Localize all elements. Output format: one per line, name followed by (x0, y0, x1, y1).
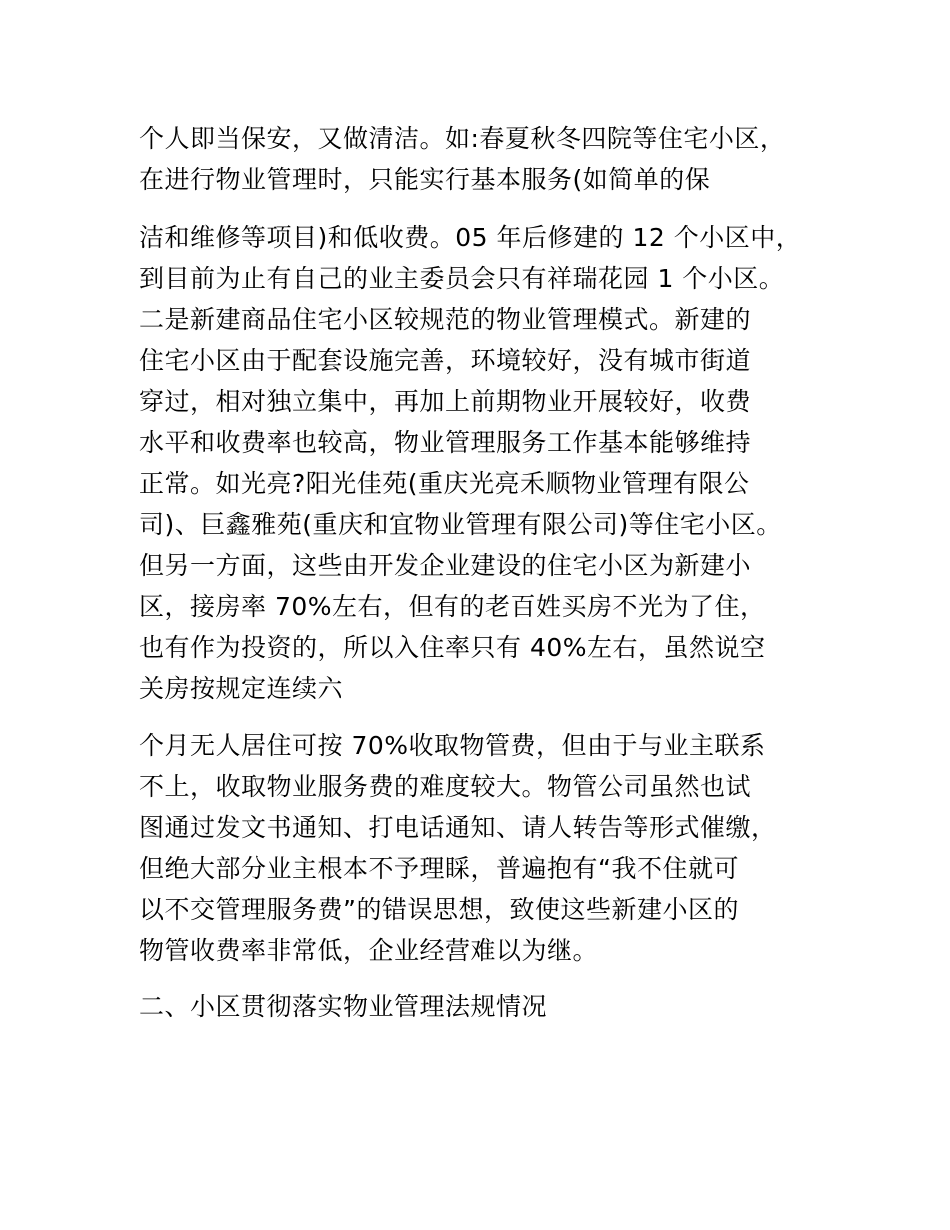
paragraph-1 (139, 118, 839, 200)
text-line: 也有作为投资的，所以入住率只有 40%左右，虽然说空 (139, 633, 766, 662)
text-line: 物管收费率非常低，企业经营难以为继。 (139, 936, 599, 965)
text-line: 个月无人居住可按 70%收取物管费，但由于与业主联系 (139, 731, 766, 760)
heading-line: 二、小区贯彻落实物业管理法规情况 (139, 992, 548, 1021)
text-line: 正常。如光亮?阳光佳苑(重庆光亮禾顺物业管理有限公 (139, 469, 750, 498)
section-heading (139, 986, 839, 1027)
text-line: 区，接房率 70%左右，但有的老百姓买房不光为了住， (139, 592, 766, 621)
text-line: 二是新建商品住宅小区较规范的物业管理模式。新建的 (139, 305, 752, 334)
text-line: 图通过发文书通知、打电话通知、请人转告等形式催缴， (139, 813, 777, 842)
paragraph-3 (139, 725, 839, 971)
text-line: 到目前为止有自己的业主委员会只有祥瑞花园 1 个小区。 (139, 264, 785, 293)
text-line: 在进行物业管理时，只能实行基本服务(如简单的保 (139, 165, 711, 194)
text-line: 但绝大部分业主根本不予理睬，普遍抱有“我不住就可 (139, 854, 739, 883)
text-line: 住宅小区由于配套设施完善，环境较好，没有城市街道 (139, 346, 752, 375)
text-line: 洁和维修等项目)和低收费。05 年后修建的 12 个小区中， (139, 223, 802, 252)
paragraph-2 (139, 217, 839, 709)
text-line: 不上，收取物业服务费的难度较大。物管公司虽然也试 (139, 772, 752, 801)
text-line: 个人即当保安，又做清洁。如:春夏秋冬四院等住宅小区， (139, 124, 786, 153)
text-line: 但另一方面，这些由开发企业建设的住宅小区为新建小 (139, 551, 752, 580)
text-line: 以不交管理服务费”的错误思想，致使这些新建小区的 (139, 895, 739, 924)
text-line: 司)、巨鑫雅苑(重庆和宜物业管理有限公司)等住宅小区。 (139, 510, 782, 539)
text-line: 水平和收费率也较高，物业管理服务工作基本能够维持 (139, 428, 752, 457)
text-line: 穿过，相对独立集中，再加上前期物业开展较好，收费 (139, 387, 752, 416)
text-line: 关房按规定连续六 (139, 674, 344, 703)
